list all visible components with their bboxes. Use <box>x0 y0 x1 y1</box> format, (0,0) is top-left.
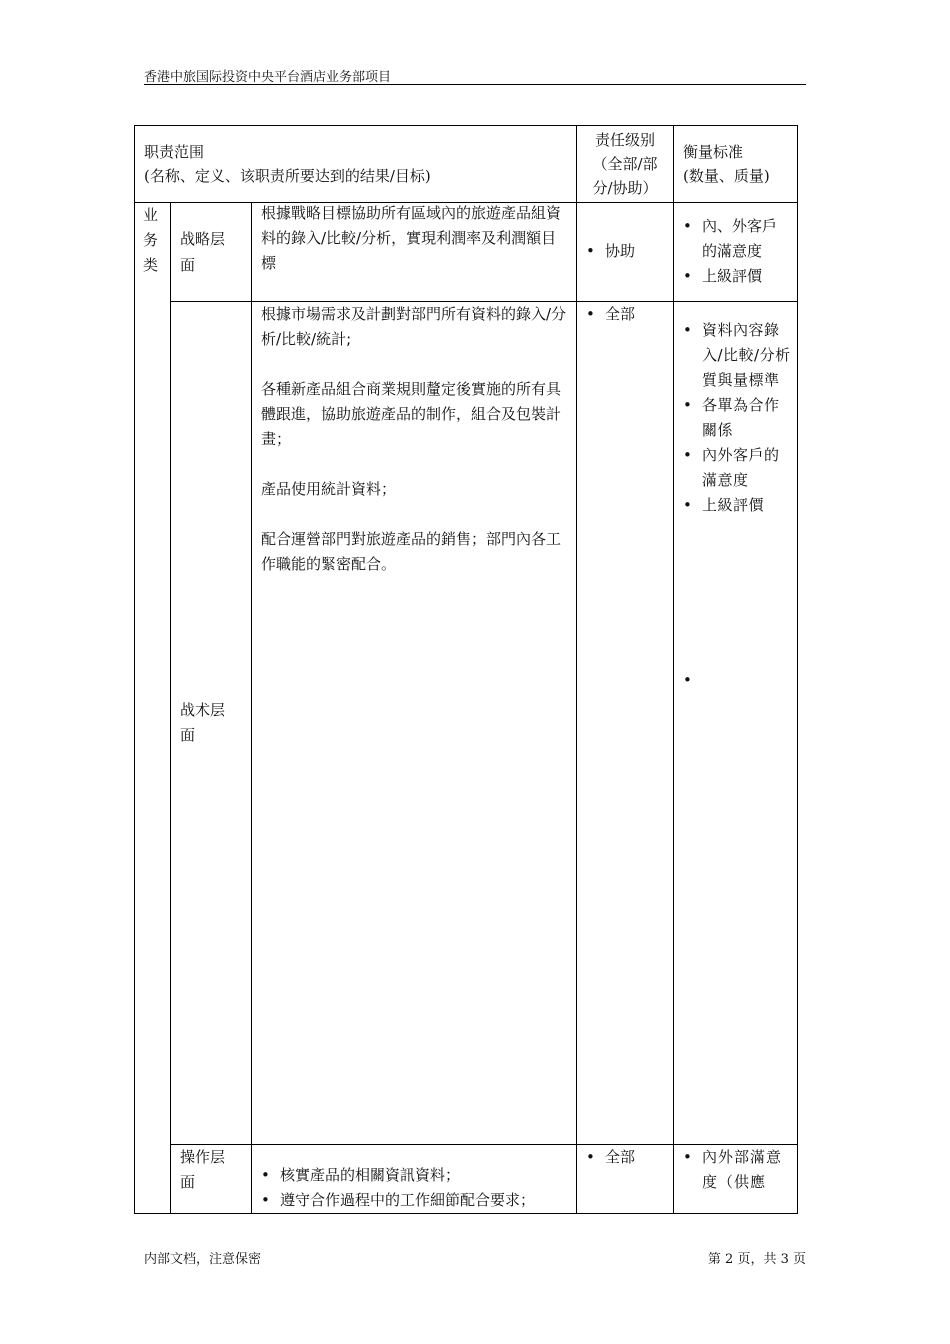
header-scope <box>144 140 574 188</box>
footer-confidential: 内部文档，注意保密 <box>144 1252 262 1267</box>
layer-tactics: 战术层面 <box>180 701 226 744</box>
tactics-level <box>584 302 672 327</box>
column-divider-layer <box>251 202 252 1213</box>
operations-measures <box>681 1145 791 1195</box>
footer-page-number: 第 2 页，共 3 页 <box>707 1252 806 1267</box>
list-item: • 資料內容錄入/比較/分析質與量標準 <box>681 318 791 393</box>
column-divider-category <box>170 202 171 1213</box>
list-item: • 全部 <box>584 302 672 327</box>
header-divider <box>144 84 806 85</box>
tactics-paragraph: 各種新產品組合商業規則釐定後實施的所有具體跟進，協助旅遊產品的制作，組合及包裝計畫； <box>261 380 562 448</box>
table-border-bottom <box>134 1213 798 1214</box>
category-label: 业务类 <box>143 206 159 274</box>
header-measure-subtitle: (数量、质量) <box>683 167 770 185</box>
tactics-measures <box>681 318 791 518</box>
list-item: • 各單為合作關係 <box>681 393 791 443</box>
list-item: • 內外客戶的滿意度 <box>681 443 791 493</box>
header-level-title: 责任级别 <box>594 131 655 149</box>
header-scope-title: 职责范围 <box>144 143 205 161</box>
column-divider-level <box>576 125 577 1213</box>
table-border-right <box>797 125 798 1213</box>
table-border-left <box>134 125 135 1213</box>
header-scope-subtitle: (名称、定义、该职责所要达到的结果/目标) <box>144 167 431 185</box>
header-measure <box>683 140 795 188</box>
table-border-top <box>134 125 798 126</box>
tactics-description <box>261 302 572 602</box>
operations-level <box>584 1145 672 1170</box>
tactics-paragraph: 根據市場需求及計劃對部門所有資料的錄入/分析/比較/統計; <box>261 305 567 348</box>
list-item: • 內外部滿意度（供應 <box>681 1145 791 1195</box>
list-item: • 协助 <box>584 239 672 264</box>
column-divider-measure <box>673 125 674 1213</box>
list-item: • 內、外客戶的滿意度 <box>681 214 791 264</box>
document-header: 香港中旅国际投资中央平台酒店业务部项目 <box>144 70 392 85</box>
list-item: • 上級評價 <box>681 264 791 289</box>
operations-description <box>259 1163 572 1213</box>
strategy-measures <box>681 214 791 289</box>
header-level-sub2: 分/协助） <box>592 179 658 197</box>
tactics-paragraph: 配合運營部門對旅遊產品的銷售；部門內各工作職能的緊密配合。 <box>261 530 562 573</box>
layer-strategy: 战略层面 <box>180 230 226 274</box>
header-measure-title: 衡量标准 <box>683 143 744 161</box>
header-level-sub1: （全部/部 <box>592 155 658 173</box>
list-item: • 遵守合作過程中的工作細節配合要求； <box>259 1188 572 1213</box>
list-item: • 核實產品的相關資訊資料； <box>259 1163 572 1188</box>
header-level <box>578 128 672 200</box>
layer-operations: 操作层面 <box>180 1148 226 1191</box>
list-item: • 上級評價 <box>681 493 791 518</box>
tactics-paragraph: 產品使用統計資料； <box>261 480 397 498</box>
strategy-level <box>584 239 672 264</box>
list-item: • 全部 <box>584 1145 672 1170</box>
strategy-description: 根據戰略目標協助所有區域內的旅遊產品組資料的錄入/比較/分析，實現利潤率及利潤額目標 <box>261 204 562 272</box>
